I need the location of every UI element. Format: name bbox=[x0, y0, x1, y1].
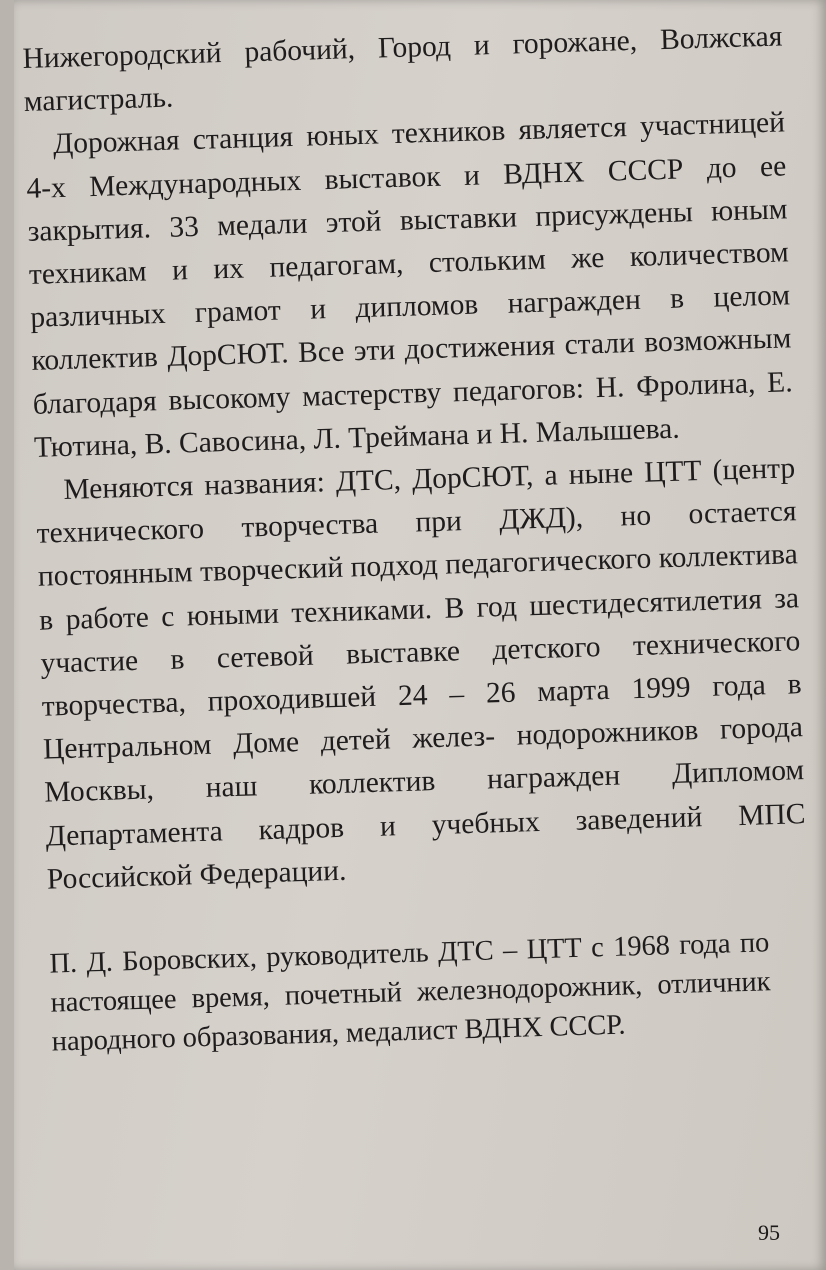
text-line: Меняются названия: ДТС, ДорСЮТ, а ныне ЦТТ (центр bbox=[62, 452, 796, 506]
book-page bbox=[14, 0, 826, 1270]
text-line: магистраль. bbox=[23, 81, 174, 119]
text-line: нодорожников города Москвы, наш коллектив награжден bbox=[43, 711, 804, 810]
text-line: настоящее время, почетный железнодорожник, отличник bbox=[50, 966, 771, 1019]
text-line: и Н. Малышева. bbox=[476, 412, 681, 451]
text-line: медали этой выставки присуждены юным техникам и их bbox=[28, 193, 788, 291]
text-line: – 26 марта 1999 года в Центральном Доме детей желез- bbox=[42, 668, 802, 766]
text-line: педагогам, стольким же количеством различных грамот и bbox=[29, 236, 790, 335]
text-line: Международных выставок и ВДНХ СССР до ее закрытия. 33 bbox=[27, 150, 787, 248]
text-line: дипломов награжден в целом коллектив ДорСЮТ. Все эти bbox=[31, 279, 791, 378]
text-line: Нижегородский рабочий, Город и горожане, Волжская bbox=[22, 20, 783, 75]
page-text bbox=[22, 15, 812, 1061]
text-line: П. Д. Боровских, руководитель ДТС – ЦТТ с 1968 года по bbox=[49, 927, 770, 980]
text-line: народного образования, медалист ВДНХ СССР. bbox=[51, 1009, 626, 1058]
author-note bbox=[49, 923, 772, 1061]
text-line: Российской Федерации. bbox=[46, 854, 347, 896]
text-line: достижения стали возможным благодаря высокому мастерству bbox=[32, 322, 792, 421]
paragraph-3 bbox=[35, 447, 807, 901]
text-line: выставке детского технического творчества, проходившей 24 bbox=[41, 625, 801, 723]
text-line: Дорожная станция юных техников является участницей 4-х bbox=[25, 106, 786, 205]
page-number: 95 bbox=[758, 1220, 780, 1245]
text-line: Дипломом Департамента кадров и учебных заведений МПС bbox=[45, 754, 806, 853]
text-line: технического творчества при ДЖД), но остается постоянным bbox=[36, 495, 797, 594]
text-line: юными техниками. В год шестидесятилетия за участие в сетевой bbox=[40, 581, 800, 680]
paragraph-2 bbox=[25, 102, 795, 470]
text-line: педагогов: Н. Фролина, Е. Тютина, В. Савосина, Л. Треймана bbox=[33, 365, 794, 464]
text-line: творческий подход педагогического коллектива в работе с bbox=[38, 538, 799, 637]
